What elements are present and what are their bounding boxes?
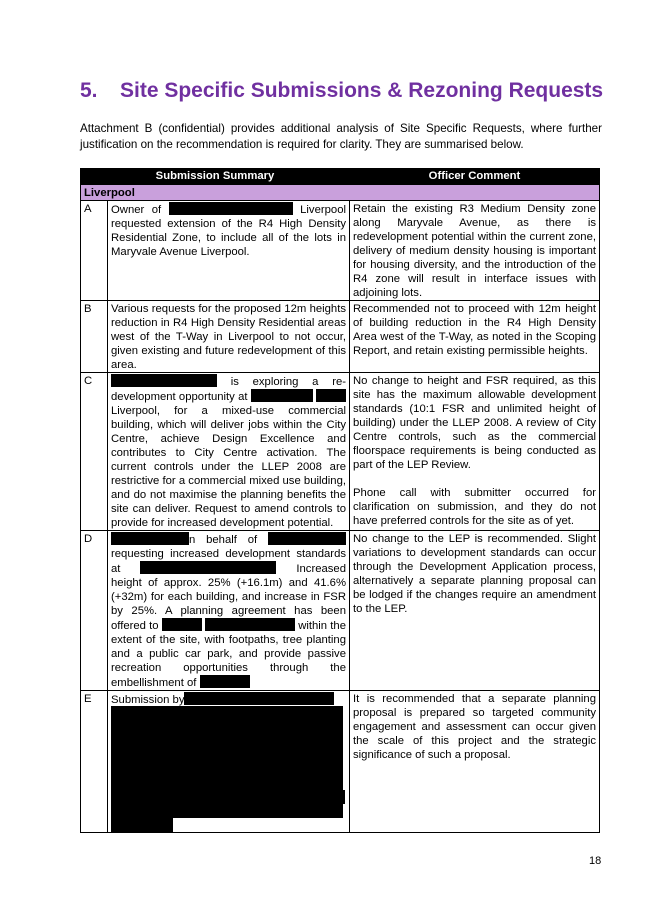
redaction-block <box>111 720 343 734</box>
group-row <box>81 185 600 201</box>
intro-paragraph: Attachment B (confidential) provides additional analysis of Site Specific Requests, where further justification on the recommendation is required for clarity. They are summarised below. <box>80 122 602 151</box>
submission-summary <box>108 373 350 531</box>
submissions-table <box>80 168 600 833</box>
redaction-block <box>111 748 343 762</box>
redaction-block <box>268 532 346 545</box>
redaction-block <box>111 804 343 818</box>
summary-text: n behalf of <box>189 534 258 546</box>
summary-first-line <box>111 692 346 706</box>
summary-text: is exploring a re-development opportunity at <box>111 376 346 403</box>
submission-summary: Various requests for the proposed 12m heights reduction in R4 High Density Residential areas west of the T-Way in Liverpool to not occur, given existing and future redevelopment of this area. <box>108 301 350 373</box>
summary-text: within the extent of the site, with footpaths, tree planting and a public car park, and provide passive recreation opportunities through the embellishment of <box>111 620 346 689</box>
officer-comment: Retain the existing R3 Medium Density zone along Maryvale Avenue, as there is redevelopment potential within the current zone, delivery of medium density housing is important for housing diversity, and the introduction of the R4 zone will result in interface issues with adjoining lots. <box>350 201 600 301</box>
header-submission-summary: Submission Summary <box>81 169 350 185</box>
summary-text: Owner of <box>111 204 162 216</box>
table-row <box>81 373 600 531</box>
submission-summary <box>108 691 350 833</box>
officer-comment: It is recommended that a separate planning proposal is prepared so targeted community engagement and assessment can occur given the scale of this project and the strategic significance of such a proposal. <box>350 691 600 833</box>
redaction-block <box>111 532 189 545</box>
summary-text: Submission by <box>111 694 185 706</box>
comment-paragraph: Phone call with submitter occurred for clarification on submission, and they do not have preferred controls for the site as of yet. <box>353 487 596 527</box>
redaction-block <box>200 675 250 688</box>
page-number: 18 <box>589 855 602 867</box>
section-number: 5. <box>80 79 98 102</box>
redaction-block <box>205 618 295 631</box>
redaction-block <box>169 202 293 215</box>
redaction-block <box>140 561 276 574</box>
redaction-block <box>316 389 346 402</box>
summary-text: Liverpool, for a mixed-use commercial building, which will deliver jobs within the City Centre, achieve Design Excellence and contributes to City Centre activation. The current controls under the LLEP 2008 are restrictive for a commercial mixed use building, and do not maximise the planning benefits the site can deliver. Request to amend controls to provide for increased development potential. <box>111 405 346 529</box>
officer-comment: No change to the LEP is recommended. Slight variations to development standards can occur through the Development Application process, alternatively a separate planning proposal can be lodged if the changes require an amendment to the LEP. <box>350 531 600 691</box>
redaction-block <box>111 706 343 720</box>
group-label: Liverpool <box>81 185 600 201</box>
comment-paragraph: No change to height and FSR required, as this site has the maximum allowable development standards (10:1 FSR and unlimited height of building) under the LLEP 2008. A review of City Centre controls, such as the commercial floorspace requirements is being conducted as part of the LEP Review. <box>353 375 596 471</box>
row-id: B <box>81 301 108 373</box>
table-row <box>81 531 600 691</box>
section-title: Site Specific Submissions & Rezoning Requests <box>120 79 604 102</box>
redaction-block <box>162 618 202 631</box>
redaction-block <box>111 734 343 748</box>
row-id: E <box>81 691 108 833</box>
redaction-block <box>111 374 217 387</box>
summary-text: Liverpool requested extension of the R4 High Density Residential Zone, to include all of the lots in Maryvale Avenue Liverpool. <box>111 204 346 258</box>
submission-summary <box>108 201 350 301</box>
redaction-block <box>111 776 343 790</box>
officer-comment <box>350 373 600 531</box>
row-id: A <box>81 201 108 301</box>
submission-summary <box>108 531 350 691</box>
table-header-row <box>81 169 600 185</box>
summary-text: requesting increased development standards at <box>111 548 346 575</box>
officer-comment: Recommended not to proceed with 12m height of building reduction in the R4 High Density Area west of the T-Way, as noted in the Scoping Report, and retain existing permissible heights. <box>350 301 600 373</box>
redaction-block <box>111 790 345 804</box>
redaction-block <box>111 818 173 832</box>
redaction-block <box>184 692 334 705</box>
row-id: C <box>81 373 108 531</box>
row-id: D <box>81 531 108 691</box>
table-row <box>81 201 600 301</box>
header-officer-comment: Officer Comment <box>350 169 600 185</box>
summary-text: Increased height of approx. 25% (+16.1m) and 41.6% (+32m) for each building, and increase in FSR by 25%. A planning agreement has been offered to <box>111 563 347 632</box>
table-row <box>81 301 600 373</box>
section-heading <box>80 79 603 103</box>
table-row <box>81 691 600 833</box>
redaction-block <box>111 762 343 776</box>
paragraph-gap <box>353 472 596 486</box>
redaction-block <box>251 389 313 402</box>
